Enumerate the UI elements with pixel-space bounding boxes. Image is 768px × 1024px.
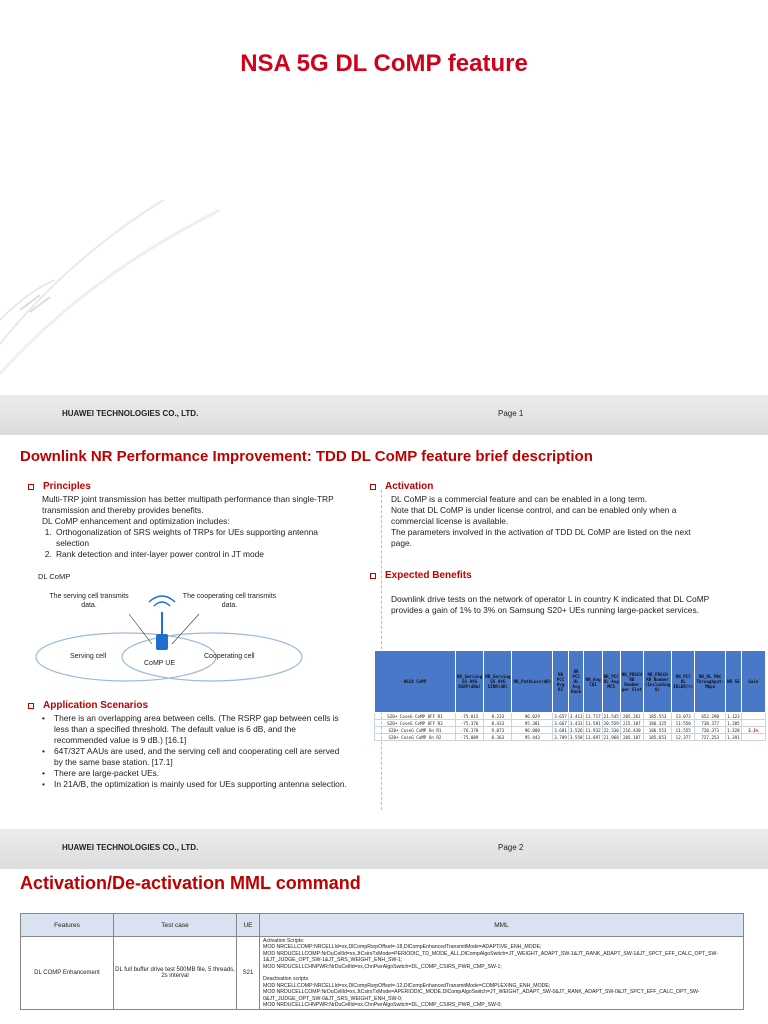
results-gain-cell: [741, 734, 765, 741]
results-cell: 3.413: [569, 713, 583, 719]
results-cell: -76.370: [456, 727, 484, 734]
results-cell: 9.073: [484, 727, 512, 734]
results-cell: 1.205: [727, 720, 740, 726]
results-gain-cell: [741, 720, 765, 727]
results-cell: 11.897: [585, 734, 601, 740]
results-cell: -75.089: [456, 734, 484, 741]
mml-line: MOD NRCELLCOMP:NRCELLId=xx,DlCompRsrpOffset=-12,DlCompEnhancedTransmitMode=COMPLEXING_ENH_MODE;: [263, 982, 551, 989]
results-cell: 3.433: [569, 720, 583, 726]
results-cell: 205.261: [620, 713, 643, 720]
results-row: [375, 720, 766, 727]
cooperating-cell-caption: The cooperating cell transmits data.: [182, 593, 277, 609]
results-cell: 95.443: [512, 734, 553, 741]
results-cell: 8.433: [484, 720, 512, 727]
footer-page-number: Page 1: [498, 409, 524, 418]
results-cell: -75.376: [456, 720, 484, 727]
dl-comp-diagram: [34, 572, 304, 682]
results-cell: 216.430: [620, 727, 643, 734]
results-cell: 1.391: [727, 734, 740, 740]
results-cell: 11.581: [585, 720, 601, 726]
results-header: NR_PathLoss(dB): [512, 651, 553, 713]
footer-company: HUAWEI TECHNOLOGIES CO., LTD.: [62, 843, 199, 852]
results-cell: 738.377: [695, 720, 726, 727]
slide1-title: NSA 5G DL CoMP feature: [240, 50, 528, 77]
footer-page1: [0, 395, 768, 435]
square-bullet-icon: [370, 484, 376, 490]
benefits-text: Downlink drive tests on the network of operator L in country K indicated that DL CoMP provides a gain of 1% to 3% on Samsung S20+ UEs running large-packet services.: [391, 594, 710, 615]
results-row: [375, 713, 766, 720]
square-bullet-icon: [28, 703, 34, 709]
results-cell: S20+ CoseG CoMP OFF R1: [375, 713, 456, 720]
activation-line: The parameters involved in the activation of TDD DL CoMP are listed on the next page.: [391, 527, 691, 548]
cooperating-cell-label: Cooperating cell: [204, 653, 255, 660]
results-header: 0818 CoMP: [375, 651, 456, 713]
results-row: [375, 727, 766, 734]
results-cell: 205.187: [620, 734, 643, 741]
results-cell: 11.555: [672, 727, 695, 734]
activation-line: DL CoMP is a commercial feature and can be enabled in a long term.: [391, 494, 648, 504]
mml-line: MOD NRCELLCOMP:NRCELLId=xx,DlCompRsrpOffset=-18,DlCompEnhancedTransmitMode=ADAPTIVE_ENH_MODE;: [263, 944, 542, 951]
results-cell: 8.233: [484, 713, 512, 720]
results-header: NR PCC Avg RI: [553, 651, 569, 713]
mml-line: MOD NRDUCELLCHNPWR:NrDuCellId=xx,ChnPwrAlgoSwitch=DL_COMP_CSIRS_PWR_CMP_SW-1;: [263, 963, 502, 970]
activation-heading: Activation: [370, 481, 710, 492]
principles-intro: Multi-TRP joint transmission has better multipath performance than single-TRP transmission and thereby provides benefits.: [42, 494, 334, 515]
results-cell: 20.559: [603, 720, 619, 726]
results-cell: 215.107: [620, 720, 643, 727]
activation-line: Note that DL CoMP is under license control, and can be enabled only when a commercial license is available.: [391, 505, 677, 526]
mml-ue-cell: S21: [237, 937, 260, 1010]
mml-line: Deactivation scripts:: [263, 976, 310, 983]
serving-cell-label: Serving cell: [70, 653, 107, 660]
mml-header: UE: [237, 914, 260, 937]
results-header: NR PCC DL IBLER(%): [672, 651, 695, 713]
scenario-item: • There are large-packet UEs.: [42, 768, 348, 779]
footer-page-number: Page 2: [498, 843, 524, 852]
mml-command-cell: [260, 937, 744, 1010]
mml-table: [20, 913, 744, 1010]
scenarios-section: [28, 700, 348, 790]
mml-line: MOD NRDUCELLCOMP:NrDuCellId=xx,JtCsirsTxMode=APERIODIC_MODE,DlCompAlgoSwitch=JT_WEIGHT_ADAPT_SW-0&JT_RANK_ADAPT_SW-0&JT_SPCT_EFF_CALC_OPT_SW-0&JT_JUDGE_OPT_SW-0&JT_SRS_WEIGHT_ENH_SW-0;: [263, 989, 700, 1002]
results-gain-cell: [741, 713, 765, 720]
results-cell: 22.330: [603, 727, 619, 733]
results-cell: 21.968: [603, 734, 619, 740]
mml-line: MOD NRDUCELLCHNPWR:NrDuCellId=xx,ChnPwrAlgoSwitch=DL_COMP_CSIRS_PWR_CMP_SW-0;: [263, 1002, 502, 1009]
mml-header: MML: [260, 914, 744, 937]
activation-section: [370, 481, 710, 549]
results-cell: 727.253: [695, 734, 726, 741]
mml-feature-cell: DL COMP Enhancement: [21, 937, 114, 1010]
results-header: Gain: [741, 651, 765, 713]
results-gain-cell: 2.1%: [741, 727, 765, 734]
results-cell: 186.325: [643, 720, 671, 727]
results-cell: 1.123: [727, 713, 740, 719]
square-bullet-icon: [28, 484, 34, 490]
scenarios-heading: Application Scenarios: [28, 700, 348, 711]
results-cell: 3.657: [554, 713, 567, 719]
results-cell: 13.073: [672, 713, 695, 720]
principles-item: 1. Orthogonalization of SRS weights of TRPs for UEs supporting antenna selection: [54, 527, 348, 549]
results-cell: 3.709: [554, 734, 567, 740]
results-cell: 3.526: [569, 727, 583, 733]
results-body: [375, 713, 766, 741]
principles-lead: DL CoMP enhancement and optimization includes:: [42, 516, 230, 526]
mml-header: Test case: [114, 914, 237, 937]
results-cell: 1.328: [727, 727, 740, 733]
results-header: NR_Avg CQI: [584, 651, 602, 713]
results-cell: 720.373: [695, 727, 726, 734]
mml-testcase-cell: DL full buffer drive test 500MB file, 5 threads, 2s interval: [114, 937, 237, 1010]
scenario-item: • There is an overlapping area between cells. (The RSRP gap between cells is less than a specified threshold. The default value is 6 dB, and the recommended value is 9 dB.) [16.1]: [42, 713, 348, 746]
mml-header: Features: [21, 914, 114, 937]
results-cell: S20+ CoseG CoMP On R2: [375, 734, 456, 741]
serving-cell-caption: The serving cell transmits data.: [49, 593, 129, 609]
footer-company: HUAWEI TECHNOLOGIES CO., LTD.: [62, 409, 199, 418]
results-cell: S20+ CoseG CoMP OFF R2: [375, 720, 456, 727]
slide2-title: Downlink NR Performance Improvement: TDD DL CoMP feature brief description: [20, 448, 593, 465]
principles-section: [28, 481, 348, 560]
results-cell: -75.015: [456, 713, 484, 720]
diagram-label: DL CoMP: [38, 572, 71, 581]
results-cell: 11.932: [585, 727, 601, 733]
results-cell: S20+ CoseG CoMP On R1: [375, 727, 456, 734]
results-table: [374, 650, 766, 741]
principles-item: 2. Rank detection and inter-layer power control in JT mode: [54, 549, 348, 560]
results-cell: 11.550: [672, 720, 695, 727]
results-header: NR_PCC DL Avg MCS: [602, 651, 620, 713]
results-cell: 11.717: [585, 713, 601, 719]
results-header: NR SE: [726, 651, 742, 713]
results-cell: 8.363: [484, 734, 512, 741]
scenario-item: • 64T/32T AAUs are used, and the serving cell and cooperating cell are served by the same base station. [17.1]: [42, 746, 348, 768]
footer-page2: [0, 829, 768, 869]
results-cell: 21.545: [603, 713, 619, 719]
comp-ue-label: CoMP UE: [144, 660, 175, 667]
results-cell: 96.029: [512, 713, 553, 720]
results-cell: 652.290: [695, 713, 726, 720]
results-header: NR_PDSCH RB Number (Including 0): [643, 651, 671, 713]
decorative-curves: [0, 200, 240, 390]
results-cell: 12.377: [672, 734, 695, 741]
slide3-title: Activation/De-activation MML command: [20, 873, 361, 893]
results-header: NR_DL MAC Throughput-Mbps: [695, 651, 726, 713]
principles-heading: Principles: [28, 481, 348, 492]
results-header: NR PCC DL Avg Rank: [568, 651, 584, 713]
results-cell: 3.681: [554, 727, 567, 733]
results-cell: 95.381: [512, 720, 553, 727]
benefits-section: [370, 570, 720, 616]
results-cell: 3.667: [554, 720, 567, 726]
mml-line: Activation Scripts:: [263, 938, 305, 944]
results-cell: 186.553: [643, 727, 671, 734]
benefits-heading: Expected Benefits: [370, 570, 720, 581]
scenario-item: • In 21A/B, the optimization is mainly used for UEs supporting antenna selection.: [42, 779, 348, 790]
square-bullet-icon: [370, 573, 376, 579]
results-cell: 185.653: [643, 734, 671, 741]
results-cell: 96.080: [512, 727, 553, 734]
results-cell: 185.553: [643, 713, 671, 720]
results-cell: 3.558: [569, 734, 583, 740]
results-header: NR_Serving SS AVG SINR(dB): [484, 651, 512, 713]
results-row: [375, 734, 766, 741]
results-header: NR_Serving SS AVG RSRP(dBm): [456, 651, 484, 713]
mml-line: MOD NRDUCELLCOMP:NrDuCellId=xx,JtCsirsTxMode=PERIODIC_TD_MODE_ALL,DlCompAlgoSwitch=JT_WEIGHT_ADAPT_SW-1&JT_RANK_ADAPT_SW-1&JT_SPCT_EFF_CALC_OPT_SW-1&JT_JUDGE_OPT_SW-1&JT_SRS_WEIGHT_ENH_SW-1;: [263, 950, 719, 964]
results-header: NR_PDSCH RB Number per Slot: [620, 651, 643, 713]
